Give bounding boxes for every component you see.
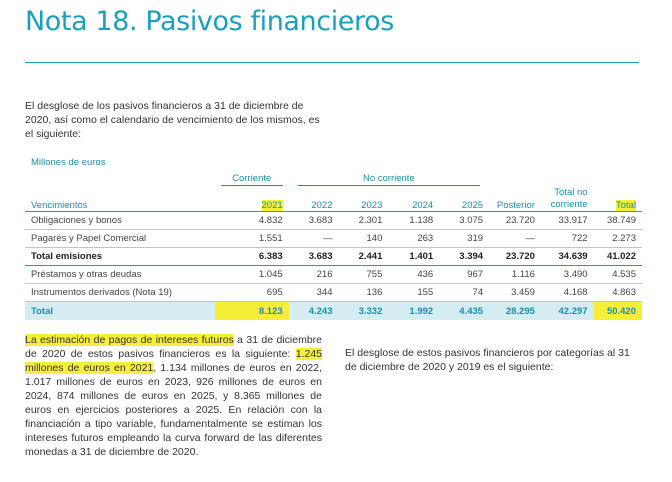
cell: 216: [289, 266, 339, 284]
row-label: Instrumentos derivados (Nota 19): [25, 284, 215, 302]
cell: 4.168: [541, 284, 594, 302]
cell: 28.295: [489, 302, 541, 321]
group-corriente: Corriente: [215, 168, 289, 186]
row-label: Préstamos y otras deudas: [25, 266, 215, 284]
cell: 263: [388, 230, 439, 248]
cell: 695: [215, 284, 289, 302]
cell: 1.116: [489, 266, 541, 284]
cell: 155: [388, 284, 439, 302]
header-vencimientos: Vencimientos: [25, 186, 215, 212]
title-divider: [25, 62, 639, 63]
cell: —: [289, 230, 339, 248]
row-label: Pagarés y Papel Comercial: [25, 230, 215, 248]
cell-total-2021: 8.123: [215, 302, 289, 321]
header-2021: 2021: [215, 186, 289, 212]
header-total-no-corriente: Total no corriente: [541, 186, 594, 212]
page-title: Nota 18. Pasivos financieros: [25, 6, 394, 37]
cell: 4.832: [215, 212, 289, 230]
group-no-corriente: No corriente: [289, 168, 489, 186]
cell: 23.720: [489, 248, 541, 266]
cell: 42.297: [541, 302, 594, 321]
table-row: [25, 212, 642, 230]
cell: 3.490: [541, 266, 594, 284]
cell: 74: [439, 284, 489, 302]
cell: 319: [439, 230, 489, 248]
cell: 1.551: [215, 230, 289, 248]
cell: 23.720: [489, 212, 541, 230]
cell: 4.535: [594, 266, 642, 284]
cell: 41.022: [594, 248, 642, 266]
cell: 1.138: [388, 212, 439, 230]
table-row-subtotal: [25, 248, 642, 266]
cell: 1.045: [215, 266, 289, 284]
cell: 755: [339, 266, 389, 284]
cell: 3.394: [439, 248, 489, 266]
cell: 33.917: [541, 212, 594, 230]
cell: 3.332: [339, 302, 389, 321]
cell: 722: [541, 230, 594, 248]
cell: 1.401: [388, 248, 439, 266]
table-row-total: [25, 302, 642, 321]
units-label: Millones de euros: [31, 157, 106, 168]
row-label: Total: [25, 302, 215, 321]
interest-estimate-paragraph: La estimación de pagos de intereses futuros a 31 de diciembre de 2020 de estos pasivos financieros es la siguiente: 1.245 millones de euros en 2021, 1.134 millones de euros en 2022, 1.017 millones de euros en 2023, 926 millones de euros en 2024, 874 millones de euros en 2025, y 8.365 millones de euros en ejercicios posteriores a 2025. En relación con la financiación a tipo variable, fundamentalmente se estiman los intereses futuros empleando la curva forward de las diferentes monedas a 31 de diciembre de 2020.: [25, 334, 323, 458]
header-2022: 2022: [289, 186, 339, 212]
row-label: Total emisiones: [25, 248, 215, 266]
cell: 3.683: [289, 248, 339, 266]
cell: 967: [439, 266, 489, 284]
cell: 1.992: [388, 302, 439, 321]
header-2025: 2025: [439, 186, 489, 212]
cell: 4.435: [439, 302, 489, 321]
table-row: [25, 266, 642, 284]
cell: 140: [339, 230, 389, 248]
highlighted-text: 1.245 millones de euros en 2021: [25, 348, 322, 374]
cell: 4.863: [594, 284, 642, 302]
cell: —: [489, 230, 541, 248]
cell: 3.075: [439, 212, 489, 230]
category-breakdown-paragraph: El desglose de estos pasivos financieros por categorías al 31 de diciembre de 2020 y 2019 es el siguiente:: [345, 347, 630, 373]
cell: 3.683: [289, 212, 339, 230]
table-row: [25, 230, 642, 248]
highlighted-text: La estimación de pagos de intereses futuros: [25, 334, 234, 346]
cell: 344: [289, 284, 339, 302]
cell: 34.639: [541, 248, 594, 266]
intro-paragraph: El desglose de los pasivos financieros a 31 de diciembre de 2020, así como el calendario de vencimiento de los mismos, es el siguiente:: [25, 100, 320, 140]
header-total: Total: [594, 186, 642, 212]
cell: 4.243: [289, 302, 339, 321]
header-2024: 2024: [388, 186, 439, 212]
cell: 136: [339, 284, 389, 302]
cell: 436: [388, 266, 439, 284]
row-label: Obligaciones y bonos: [25, 212, 215, 230]
table-row: [25, 284, 642, 302]
financial-liabilities-table: [25, 150, 642, 320]
header-posterior: Posterior: [489, 186, 541, 212]
cell: 2.441: [339, 248, 389, 266]
cell: 6.383: [215, 248, 289, 266]
cell: 38.749: [594, 212, 642, 230]
header-2023: 2023: [339, 186, 389, 212]
cell: 2.301: [339, 212, 389, 230]
cell-grand-total: 50.420: [594, 302, 642, 321]
cell: 3.459: [489, 284, 541, 302]
cell: 2.273: [594, 230, 642, 248]
